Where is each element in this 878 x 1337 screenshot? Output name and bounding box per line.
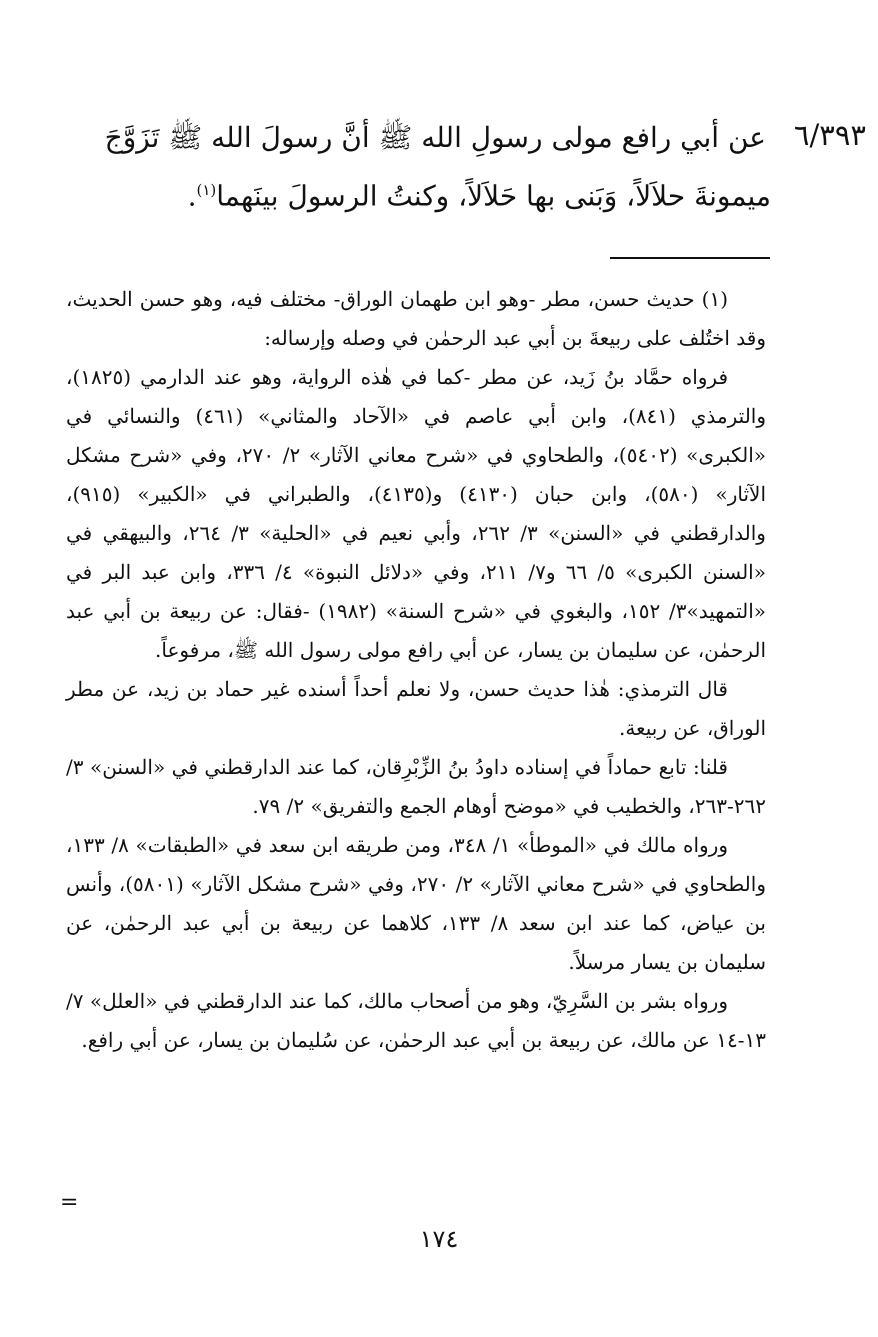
footnote-paragraph: (١) حديث حسن، مطر -وهو ابن طهمان الوراق- مختلف فيه، وهو حسن الحديث، وقد اختُلف على ربيعةَ بن أبي عبد الرحمٰن في وصله وإرساله:	[66, 287, 766, 350]
footnotes	[66, 280, 766, 1060]
continuation-mark: =	[60, 1190, 79, 1215]
hadith-text-end: .	[187, 179, 197, 213]
footnote-paragraph: ورواه بشر بن السَّرِيّ، وهو من أصحاب مالك، كما عند الدارقطني في «العلل» ٧/ ١٣-١٤ عن مالك، عن ربيعة بن أبي عبد الرحمٰن، عن سُليمان بن يسار، عن أبي رافع.	[66, 989, 766, 1052]
footnote-paragraph: ورواه مالك في «الموطأ» ١/ ٣٤٨، ومن طريقه ابن سعد في «الطبقات» ٨/ ١٣٣، والطحاوي في «شرح معاني الآثار» ٢/ ٢٧٠، وفي «شرح مشكل الآثار» (٥٨٠١)، وأنس بن عياض، كما عند ابن سعد ٨/ ١٣٣، كلاهما عن ربيعة بن أبي عبد الرحمٰن، عن سليمان بن يسار مرسلاً.	[66, 833, 766, 974]
hadith-text-line2-wrap	[70, 164, 771, 222]
hadith-number: ٦/٣٩٣	[793, 118, 866, 152]
footnote-paragraph: قال الترمذي: هٰذا حديث حسن، ولا نعلم أحداً أسنده غير حماد بن زيد، عن مطر الوراق، عن ربيعة.	[66, 677, 766, 740]
page-number: ١٧٤	[419, 1225, 459, 1253]
footnote-paragraph: قلنا: تابع حماداً في إسناده داودُ بنُ الزِّبْرِقان، كما عند الدارقطني في «السنن» ٣/ ٢٦٢-٢٦٣، والخطيب في «موضح أوهام الجمع والتفريق» ٢/ ٧٩.	[66, 755, 766, 818]
footnote-paragraph: فرواه حمَّاد بنُ زَيد، عن مطر -كما في هٰذه الرواية، وهو عند الدارمي (١٨٢٥)، والترمذي (٨٤١)، وابن أبي عاصم في «الآحاد والمثاني» (٤٦١) والنسائي في «الكبرى» (٥٤٠٢)، والطحاوي في «شرح معاني الآثار» ٢/ ٢٧٠، وفي «شرح مشكل الآثار» (٥٨٠)، وابن حبان (٤١٣٠) و(٤١٣٥)، والطبراني في «الكبير» (٩١٥)، والدارقطني في «السنن» ٣/ ٢٦٢، وأبي نعيم في «الحلية» ٣/ ٢٦٤، والبيهقي في «السنن الكبرى» ٥/ ٦٦ و٧/ ٢١١، وفي «دلائل النبوة» ٤/ ٣٣٦، وابن عبد البر في «التمهيد»٣/ ١٥٢، والبغوي في «شرح السنة» (١٩٨٢) -فقال: عن ربيعة بن أبي عبد الرحمٰن، عن سليمان بن يسار، عن أبي رافع مولى رسول الله ﷺ، مرفوعاً.	[66, 365, 767, 662]
footnote-reference[interactable]: (١)	[196, 181, 217, 199]
hadith-text-line2: ميمونةَ حلاَلاً، وَبَنى بها حَلاَلاً، وكنتُ الرسولَ بينَهما	[216, 179, 771, 213]
footnote-separator	[610, 257, 770, 259]
hadith-text-line1: عن أبي رافع مولى رسولِ الله ﷺ أنَّ رسولَ الله ﷺ تَزَوَّجَ	[104, 121, 766, 154]
hadith-text	[70, 112, 771, 222]
